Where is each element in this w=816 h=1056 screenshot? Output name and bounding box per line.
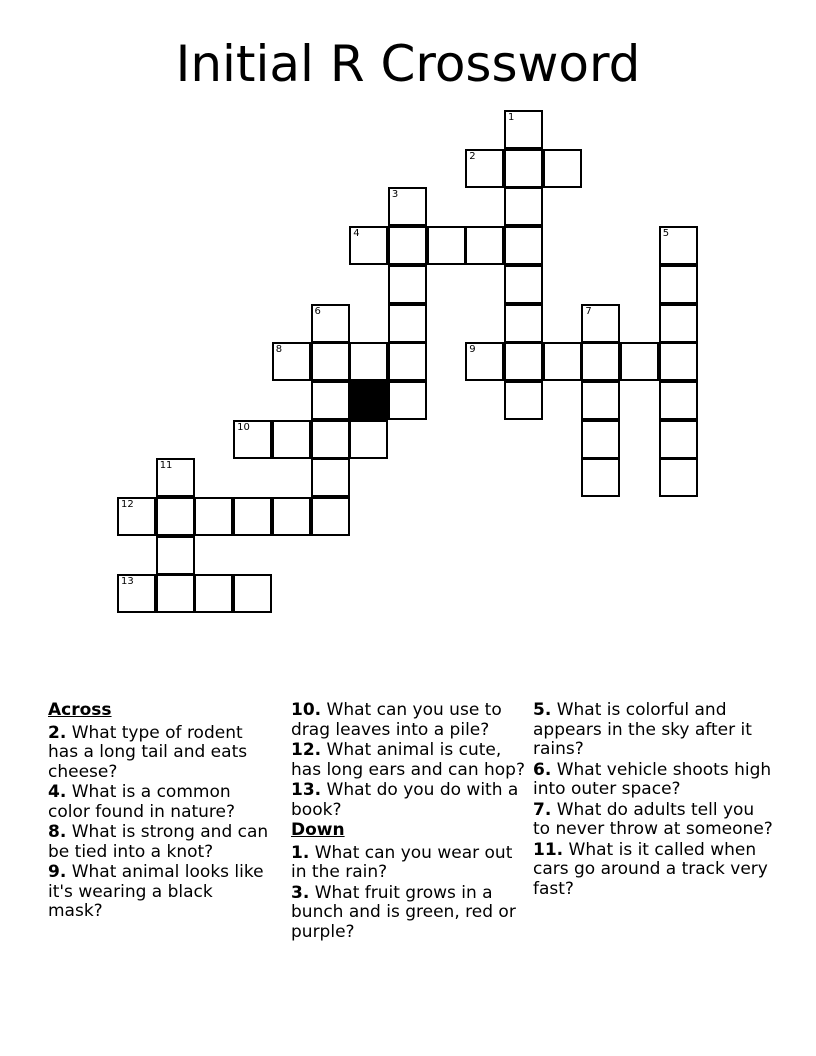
grid-cell[interactable] bbox=[504, 381, 543, 420]
down-clue bbox=[533, 761, 773, 800]
grid-cell[interactable] bbox=[504, 304, 543, 343]
grid-cell[interactable] bbox=[581, 458, 620, 497]
across-clue bbox=[48, 724, 270, 783]
down-clue bbox=[291, 844, 527, 883]
clue-text: What animal looks like it's wearing a black mask? bbox=[48, 862, 264, 921]
clue-number-label: 7. bbox=[533, 799, 552, 820]
grid-cell[interactable] bbox=[272, 420, 311, 459]
grid-cell[interactable] bbox=[465, 342, 504, 381]
grid-cell[interactable] bbox=[388, 226, 427, 265]
grid-cell[interactable] bbox=[349, 226, 388, 265]
grid-cell[interactable] bbox=[156, 536, 195, 575]
across-clue-list-2 bbox=[291, 701, 527, 820]
black-cell bbox=[349, 381, 388, 420]
grid-cell[interactable] bbox=[156, 458, 195, 497]
grid-cell[interactable] bbox=[272, 497, 311, 536]
grid-cell[interactable] bbox=[311, 420, 350, 459]
grid-cell[interactable] bbox=[504, 187, 543, 226]
grid-cell[interactable] bbox=[659, 381, 698, 420]
across-header: Across bbox=[48, 700, 112, 720]
across-clue-list-1 bbox=[48, 724, 270, 922]
down-clue bbox=[533, 841, 773, 900]
grid-cell[interactable] bbox=[194, 574, 233, 613]
clue-number-label: 3. bbox=[291, 882, 310, 903]
clue-number: 11 bbox=[159, 460, 173, 472]
grid-cell[interactable] bbox=[427, 226, 466, 265]
clue-number-label: 8. bbox=[48, 822, 67, 842]
down-header: Down bbox=[291, 820, 345, 840]
clue-text: What animal is cute, has long ears and can hop? bbox=[291, 740, 525, 780]
page-title: Initial R Crossword bbox=[175, 35, 641, 93]
grid-cell[interactable] bbox=[504, 149, 543, 188]
grid-cell[interactable] bbox=[465, 149, 504, 188]
grid-cell[interactable] bbox=[581, 381, 620, 420]
grid-cell[interactable] bbox=[311, 458, 350, 497]
clue-number-label: 1. bbox=[291, 842, 310, 863]
grid-cell[interactable] bbox=[543, 149, 582, 188]
clue-column-2 bbox=[291, 701, 527, 943]
clue-text: What is strong and can be tied into a knot? bbox=[48, 822, 269, 862]
clue-number: 9 bbox=[469, 344, 476, 356]
clue-number-label: 10. bbox=[291, 700, 322, 720]
across-clue bbox=[291, 741, 527, 780]
down-clue-list-1 bbox=[291, 844, 527, 943]
clue-number-label: 2. bbox=[48, 722, 67, 743]
grid-cell[interactable] bbox=[388, 265, 427, 304]
grid-cell[interactable] bbox=[194, 497, 233, 536]
grid-cell[interactable] bbox=[581, 304, 620, 343]
clue-number-label: 9. bbox=[48, 862, 67, 882]
grid-cell[interactable] bbox=[659, 342, 698, 381]
grid-cell[interactable] bbox=[233, 420, 272, 459]
grid-cell[interactable] bbox=[311, 342, 350, 381]
clue-text: What can you use to drag leaves into a pile? bbox=[291, 700, 502, 740]
clue-text: What is colorful and appears in the sky after it rains? bbox=[533, 700, 752, 759]
grid-cell[interactable] bbox=[311, 304, 350, 343]
down-clue bbox=[533, 701, 773, 760]
clue-number: 13 bbox=[121, 576, 134, 588]
clue-text: What is a common color found in nature? bbox=[48, 782, 236, 822]
across-clue bbox=[291, 781, 527, 820]
clue-number: 2 bbox=[469, 150, 476, 162]
grid-cell[interactable] bbox=[504, 265, 543, 304]
grid-cell[interactable] bbox=[311, 381, 350, 420]
clue-text: What can you wear out in the rain? bbox=[291, 842, 513, 882]
grid-cell[interactable] bbox=[388, 304, 427, 343]
clue-number: 4 bbox=[353, 228, 360, 240]
down-clue-list-2 bbox=[533, 701, 773, 899]
clue-number: 10 bbox=[237, 421, 250, 433]
grid-cell[interactable] bbox=[117, 497, 156, 536]
grid-cell[interactable] bbox=[465, 226, 504, 265]
clue-number-label: 6. bbox=[533, 759, 552, 780]
grid-cell[interactable] bbox=[233, 574, 272, 613]
grid-cell[interactable] bbox=[311, 497, 350, 536]
clue-column-3 bbox=[533, 701, 773, 900]
grid-cell[interactable] bbox=[543, 342, 582, 381]
grid-cell[interactable] bbox=[349, 342, 388, 381]
across-clue bbox=[48, 823, 270, 862]
clue-text: What fruit grows in a bunch and is green, red or purple? bbox=[291, 882, 516, 942]
clue-number: 7 bbox=[585, 305, 592, 317]
grid-cell[interactable] bbox=[388, 381, 427, 420]
across-clue bbox=[48, 863, 270, 922]
grid-cell[interactable] bbox=[659, 304, 698, 343]
grid-cell[interactable] bbox=[659, 458, 698, 497]
grid-cell[interactable] bbox=[388, 342, 427, 381]
grid-cell[interactable] bbox=[388, 187, 427, 226]
grid-cell[interactable] bbox=[659, 265, 698, 304]
clue-text: What do you do with a book? bbox=[291, 780, 519, 820]
grid-cell[interactable] bbox=[581, 420, 620, 459]
clue-number: 5 bbox=[662, 228, 670, 240]
clue-text: What do adults tell you to never throw at someone? bbox=[533, 799, 773, 839]
grid-cell[interactable] bbox=[233, 497, 272, 536]
grid-cell[interactable] bbox=[349, 420, 388, 459]
grid-cell[interactable] bbox=[156, 574, 195, 613]
clue-number-label: 11. bbox=[533, 839, 564, 860]
clue-number-label: 5. bbox=[533, 700, 552, 720]
across-clue bbox=[291, 701, 527, 740]
grid-cell[interactable] bbox=[156, 497, 195, 536]
grid-cell[interactable] bbox=[620, 342, 659, 381]
clue-text: What is it called when cars go around a track very fast? bbox=[533, 839, 768, 899]
clue-text: What type of rodent has a long tail and eats cheese? bbox=[48, 722, 248, 782]
clue-number: 3 bbox=[391, 189, 399, 201]
clue-number: 12 bbox=[121, 499, 134, 510]
grid-cell[interactable] bbox=[504, 342, 543, 381]
grid-cell[interactable] bbox=[659, 420, 698, 459]
clue-number-label: 13. bbox=[291, 780, 322, 800]
grid-cell[interactable] bbox=[504, 110, 543, 149]
grid-cell[interactable] bbox=[117, 574, 156, 613]
clue-number-label: 4. bbox=[48, 782, 67, 802]
clue-number: 6 bbox=[314, 305, 321, 317]
across-clue bbox=[48, 783, 270, 822]
clue-column-1 bbox=[48, 701, 270, 923]
down-clue bbox=[291, 884, 527, 943]
clue-number: 1 bbox=[508, 112, 515, 123]
clue-number: 8 bbox=[275, 344, 283, 356]
clue-number-label: 12. bbox=[291, 740, 322, 760]
grid-cell[interactable] bbox=[504, 226, 543, 265]
clue-text: What vehicle shoots high into outer space? bbox=[533, 759, 772, 799]
grid-cell[interactable] bbox=[581, 342, 620, 381]
grid-cell[interactable] bbox=[659, 226, 698, 265]
down-clue bbox=[533, 801, 773, 840]
grid-cell[interactable] bbox=[272, 342, 311, 381]
